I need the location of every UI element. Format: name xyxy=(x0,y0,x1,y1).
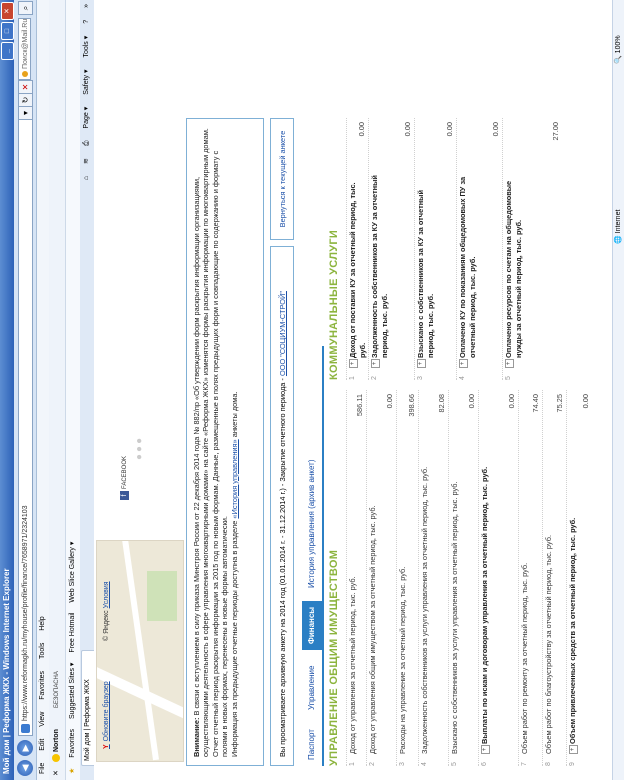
row-number: 1 xyxy=(349,376,356,380)
back-to-current-button[interactable]: Вернуться к текущей анкете xyxy=(270,118,294,240)
menu-bar xyxy=(37,0,49,780)
row-number: 9 xyxy=(569,762,576,766)
chevron-icon[interactable]: » xyxy=(83,4,90,8)
menu-tools[interactable]: Tools xyxy=(39,642,46,659)
row-label: Объем работ по благоустройству за отчетный период, тыс. руб. xyxy=(544,535,553,754)
notice-text: В связи с вступлением в силу приказа Минстроя России от 22 декабря 2014 года № 882/пр «Об утверждении форм раскрытия информации организациями, осуществляющими деятельность в сфере управления многоквартирными домами» на сайте «Реформа ЖКХ» изменятся формы раскрытия информации по многоквартирным домам. xyxy=(192,128,211,757)
page-menu[interactable]: Page ▾ xyxy=(83,106,90,129)
row-value: 0.00 xyxy=(581,394,590,409)
norton-label: Norton xyxy=(53,729,60,753)
fav-free-hotmail[interactable]: Free Hotmail xyxy=(69,612,76,653)
history-link[interactable]: «История управления» xyxy=(229,439,239,519)
refresh-icon[interactable]: ↻ xyxy=(18,93,33,107)
status-bar xyxy=(612,0,624,780)
row-label: Оплачено КУ по показаниям общедомовых ПУ за отчетный период, тыс. руб. xyxy=(458,176,477,358)
tab-label: Мой дом | Реформа ЖКХ xyxy=(84,679,91,761)
tab-finance[interactable]: Финансы xyxy=(302,601,322,650)
address-bar xyxy=(14,0,37,780)
row-number: 5 xyxy=(505,376,512,380)
terms-link[interactable]: Условия xyxy=(103,581,110,609)
close-toolbar-icon[interactable]: ✕ xyxy=(53,770,60,776)
row-number: 5 xyxy=(451,762,458,766)
url-text: https://www.reformagkh.ru/myhouse/profile/finance/7658971/2324103 xyxy=(22,505,29,721)
internet-zone-label: Internet xyxy=(615,209,622,234)
forward-icon[interactable]: ▶ xyxy=(17,740,33,756)
row-number: 4 xyxy=(421,762,428,766)
yandex-logo-icon: Y xyxy=(103,744,110,749)
row-value: 74.40 xyxy=(531,394,540,413)
row-number: 2 xyxy=(369,762,376,766)
list-row xyxy=(346,390,366,766)
tools-menu[interactable]: Tools ▾ xyxy=(83,35,90,58)
utility-section-title: КОММУНАЛЬНЫЕ УСЛУГИ xyxy=(328,229,340,380)
row-number: 1 xyxy=(349,762,356,766)
search-input[interactable] xyxy=(18,18,31,80)
list-row xyxy=(518,390,542,766)
tab-passport[interactable]: Паспорт xyxy=(307,729,316,760)
period-text: Вы просматриваете архивную анкету на 2014 год (01.01.2014 г. - 31.12.2014 г.) - Закрытие отчетного периода - xyxy=(278,378,287,757)
row-number: 2 xyxy=(371,376,378,380)
row-number: 3 xyxy=(417,376,424,380)
menu-file[interactable]: File xyxy=(39,762,46,774)
menu-help[interactable]: Help xyxy=(39,616,46,631)
list-row[interactable] xyxy=(478,390,518,766)
organization-link[interactable]: ООО "СОЦИУМ-СТРОЙ" xyxy=(278,291,287,377)
row-value: 75.25 xyxy=(555,394,564,413)
favorites-star-icon[interactable]: ★ xyxy=(69,767,76,774)
notice-text-3-prefix: Информация за предыдущие отчетные периоды доступна в разделе xyxy=(229,520,239,757)
row-number: 8 xyxy=(545,762,552,766)
zoom-value: 100% xyxy=(615,35,622,54)
map-browser-link-label: Обновите браузер xyxy=(103,681,110,742)
facebook-label: FACEBOOK xyxy=(122,455,128,489)
period-box xyxy=(270,246,294,766)
expand-icon[interactable]: + xyxy=(417,359,426,368)
list-row xyxy=(542,390,566,766)
expand-icon[interactable]: + xyxy=(371,359,380,368)
list-row xyxy=(448,390,478,766)
row-label: Задолженность собственников за услуги управления за отчетный период, тыс. руб. xyxy=(420,466,429,754)
favorites-bar xyxy=(66,0,81,780)
row-value: 82.08 xyxy=(437,394,446,413)
row-label: Доход от управления общим имуществом за отчетный период, тыс. руб. xyxy=(368,505,377,754)
facebook-icon: f xyxy=(120,491,129,500)
page-content xyxy=(94,0,612,780)
list-row xyxy=(418,390,448,766)
ie-page-icon xyxy=(21,724,30,733)
yandex-copyright xyxy=(103,581,110,641)
expand-icon[interactable]: + xyxy=(459,359,468,368)
back-icon[interactable]: ◀ xyxy=(17,760,33,776)
search-icon[interactable]: ⌕ xyxy=(18,1,33,15)
list-row[interactable] xyxy=(368,118,414,380)
row-value: 0.00 xyxy=(385,394,394,409)
list-row[interactable] xyxy=(346,118,368,380)
list-row[interactable] xyxy=(414,118,456,380)
expand-icon[interactable]: + xyxy=(505,359,514,368)
row-number: 4 xyxy=(459,376,466,380)
list-row xyxy=(366,390,396,766)
row-value: 0.00 xyxy=(403,122,412,137)
row-label: Взыскано с собственников за КУ за отчетный период, тыс. руб. xyxy=(416,189,435,358)
facebook-link[interactable] xyxy=(120,456,129,500)
row-number: 6 xyxy=(481,762,488,766)
row-number: 7 xyxy=(521,762,528,766)
print-icon[interactable]: ⎙ xyxy=(83,140,90,147)
favorites-button[interactable]: Favorites xyxy=(69,728,76,758)
list-row[interactable] xyxy=(502,118,562,380)
norton-toolbar xyxy=(49,0,66,780)
row-label: Выплаты по искам и договорам управления за отчетный период, тыс. руб. xyxy=(480,466,489,744)
row-value: 0.00 xyxy=(507,394,516,409)
list-row xyxy=(396,390,418,766)
fav-web-slice[interactable]: Web Slice Gallery ▾ xyxy=(69,541,76,603)
mailru-icon xyxy=(22,71,28,77)
help-icon[interactable]: ? xyxy=(83,19,90,24)
internet-zone: 🌐 Internet xyxy=(615,209,622,244)
stop-icon[interactable]: ✕ xyxy=(18,80,33,94)
rss-icon[interactable]: ≋ xyxy=(83,158,90,164)
row-label: Задолженность собственников за КУ за отчетный период, тыс. руб. xyxy=(370,175,389,358)
close-button[interactable]: ✕ xyxy=(1,2,14,20)
loading-dots: ●●● xyxy=(134,435,145,460)
section-tabs xyxy=(302,346,324,766)
row-value: 0.00 xyxy=(357,122,366,137)
row-label: Объем привлеченных средств за отчетный период, тыс. руб. xyxy=(568,517,577,744)
row-value: 398.66 xyxy=(407,394,416,417)
title-bar xyxy=(0,0,14,780)
safety-menu[interactable]: Safety ▾ xyxy=(83,69,90,95)
row-label: Расходы на управление за отчетный период, тыс. руб. xyxy=(398,566,407,754)
search-placeholder: Поиск@Mail.Ru xyxy=(22,18,29,69)
minimize-button[interactable]: _ xyxy=(1,42,14,60)
row-value: 27.00 xyxy=(551,122,560,141)
row-label: Доход от поставки КУ за отчетный период, тыс. руб. xyxy=(348,182,367,358)
norton-button[interactable] xyxy=(52,729,62,762)
notice-title: Внимание: xyxy=(192,717,201,757)
tab-management[interactable]: Управление xyxy=(307,665,316,710)
row-label: Взыскано с собственников за услуги управления за отчетный период, тыс. руб. xyxy=(450,481,459,754)
row-label: Объем работ по ремонту за отчетный период, тыс. руб. xyxy=(520,562,529,754)
list-row[interactable] xyxy=(566,390,592,766)
home-icon[interactable]: ⌂ xyxy=(83,175,90,181)
menu-favorites[interactable]: Favorites xyxy=(39,670,46,700)
row-value: 0.00 xyxy=(445,122,454,137)
expand-icon[interactable]: + xyxy=(349,359,358,368)
row-label: Оплачено ресурсов по счетам на общедомовые нужды за отчетный период, тыс. руб. xyxy=(504,180,523,358)
norton-check-icon xyxy=(52,754,60,762)
row-value: 0.00 xyxy=(467,394,476,409)
lock-icon[interactable]: ▾ xyxy=(18,106,33,120)
notice-box xyxy=(186,118,264,766)
list-row[interactable] xyxy=(456,118,502,380)
maximize-button[interactable]: □ xyxy=(1,22,14,40)
expand-icon[interactable]: + xyxy=(569,745,578,754)
window-title: Мой дом | Реформа ЖКХ - Windows Internet Explorer xyxy=(2,568,11,774)
yandex-text: © Яндекс xyxy=(103,610,110,641)
house-map[interactable] xyxy=(96,540,184,762)
expand-icon[interactable]: + xyxy=(481,745,490,754)
tab-row xyxy=(80,0,95,780)
tab-history[interactable]: История управления (архив анкет) xyxy=(307,459,316,588)
row-number: 3 xyxy=(399,762,406,766)
fav-suggested-sites[interactable]: Suggested Sites ▾ xyxy=(69,662,76,720)
menu-edit[interactable]: Edit xyxy=(39,738,46,751)
row-label: Доход от управления за отчетный период, тыс. руб. xyxy=(348,576,357,754)
row-value: 0.00 xyxy=(491,122,500,137)
menu-view[interactable]: View xyxy=(39,711,46,727)
row-value: 586.11 xyxy=(355,394,364,417)
browser-tab[interactable] xyxy=(81,650,95,766)
property-section-title: УПРАВЛЕНИЕ ОБЩИМ ИМУЩЕСТВОМ xyxy=(328,549,340,766)
norton-safe-status: БЕЗОПАСНА xyxy=(54,671,60,708)
url-field[interactable] xyxy=(18,110,33,736)
zoom-level[interactable]: 🔍 100% xyxy=(615,35,622,64)
notice-text-2: Отчет отчетный период раскрытия информации за 2015 год по новым формам. Данные, размещенные в полях предыдущих форм и совпадающие по содержанию и формату с полями в новых формах, перенесены в новые формы автоматически. xyxy=(210,150,230,757)
notice-text-3-suffix: анкеты дома. xyxy=(229,391,239,438)
map-browser-link[interactable] xyxy=(103,681,110,749)
